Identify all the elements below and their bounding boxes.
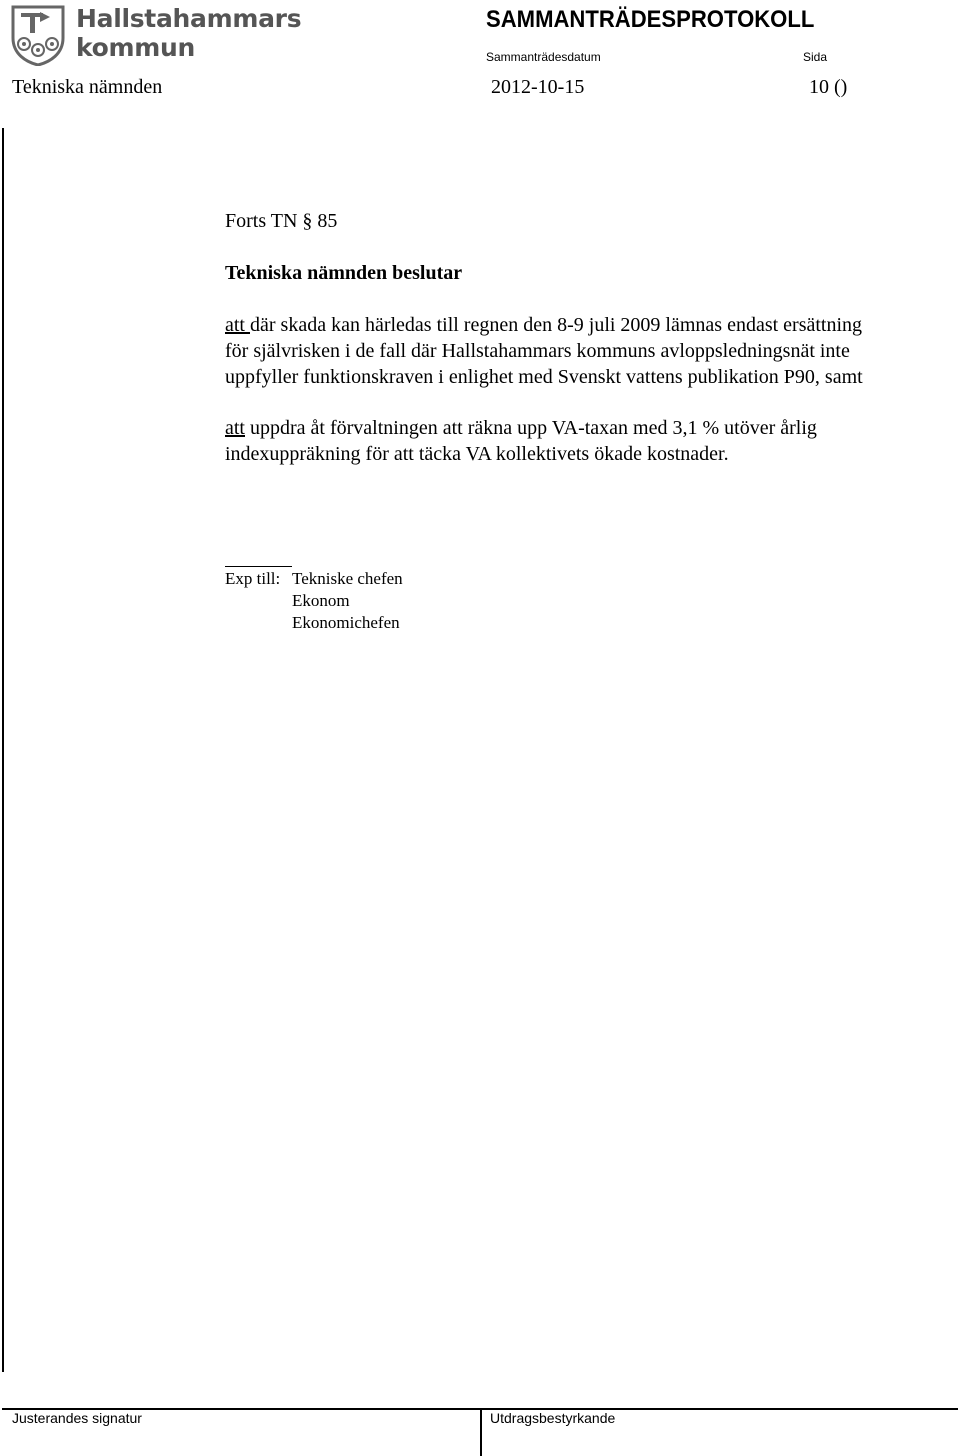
decision-paragraph-1 (225, 312, 863, 390)
distribution-label: Exp till: (225, 569, 281, 588)
continuation-reference: Forts TN § 85 (225, 210, 338, 232)
decision-paragraph-2 (225, 415, 817, 467)
footer-separator (480, 1408, 482, 1456)
distribution-divider (225, 566, 292, 567)
meeting-date: 2012-10-15 (491, 76, 585, 98)
signature-label: Justerandes signatur (12, 1410, 142, 1426)
distribution-recipient: Ekonomichefen (292, 613, 400, 632)
decision-1-line-1 (225, 312, 863, 338)
committee-name: Tekniska nämnden (12, 76, 163, 98)
decision-2-line-1 (225, 415, 817, 441)
distribution-recipient: Tekniske chefen (292, 569, 403, 588)
document-type-title: SAMMANTRÄDESPROTOKOLL (486, 6, 815, 33)
att-keyword: att (225, 314, 250, 336)
decision-2-line-2: indexuppräkning för att täcka VA kollektivets ökade kostnader. (225, 443, 729, 465)
page-label: Sida (803, 50, 828, 64)
coat-of-arms-icon (10, 4, 66, 66)
logo-name-line1: Hallstahammars (76, 4, 302, 33)
decision-1-text-1: där skada kan härledas till regnen den 8-9 juli 2009 lämnas endast ersättning (250, 314, 863, 336)
logo-wordmark (76, 4, 301, 62)
page-number: 10 () (809, 76, 848, 98)
distribution-recipient: Ekonom (292, 591, 350, 610)
left-margin-line (2, 128, 4, 1372)
att-keyword: att (225, 417, 245, 439)
decision-2-text-1: uppdra åt förvaltningen att räkna upp VA-taxan med 3,1 % utöver årlig (245, 417, 817, 439)
decision-1-line-3: uppfyller funktionskraven i enlighet med Svenskt vattens publikation P90, samt (225, 366, 863, 388)
municipality-logo (10, 4, 302, 66)
decision-1-line-2: för självrisken i de fall där Hallstahammars kommuns avloppsledningsnät inte (225, 340, 850, 362)
extract-certification-label: Utdragsbestyrkande (490, 1410, 616, 1426)
meeting-date-label: Sammanträdesdatum (486, 50, 601, 64)
decision-heading: Tekniska nämnden beslutar (225, 262, 463, 284)
logo-name-line2: kommun (76, 33, 196, 62)
